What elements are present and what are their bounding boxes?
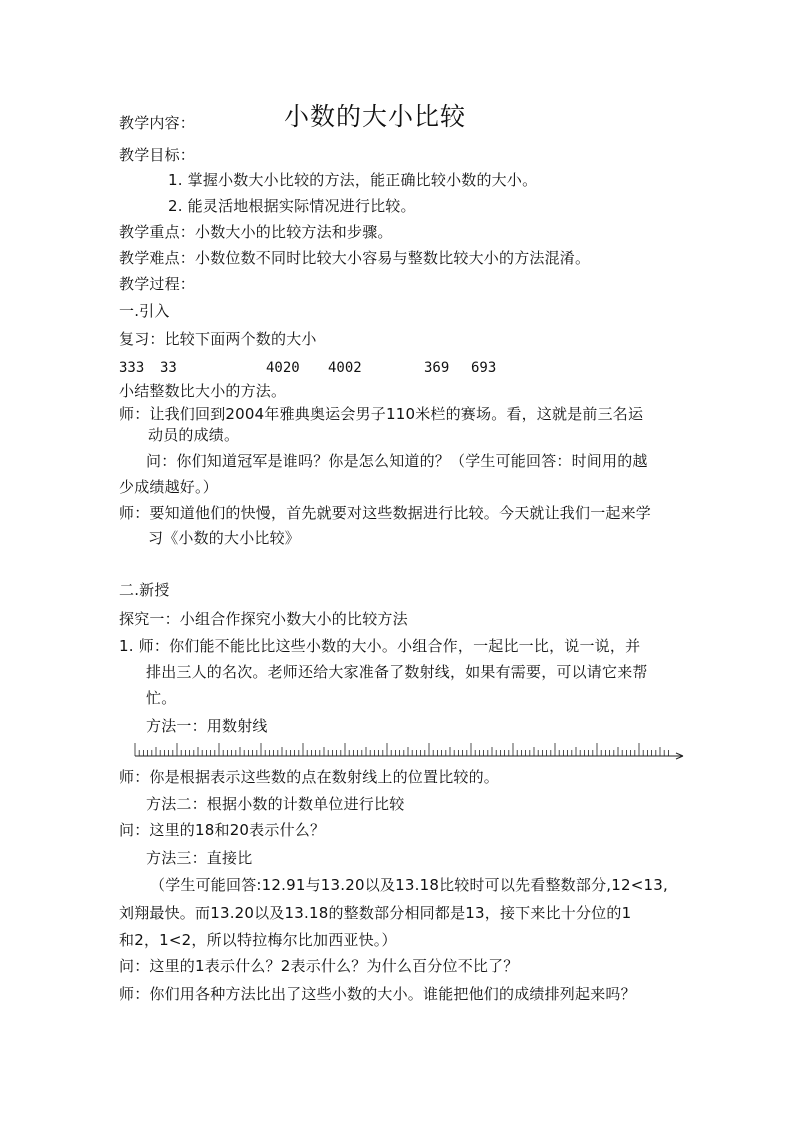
goal-item: 1. 掌握小数大小比较的方法，能正确比较小数的大小。	[168, 171, 538, 189]
answer-line: 刘翔最快。而13.20以及13.18的整数部分相同都是13，接下来比十分位的1	[119, 904, 632, 922]
page-title: 小数的大小比较	[284, 102, 467, 131]
teacher-line: 习《小数的大小比较》	[148, 529, 301, 547]
difficulty: 教学难点：小数位数不同时比较大小容易与整数比较大小的方法混淆。	[119, 249, 591, 267]
review-number: 333	[119, 360, 145, 376]
answer-line: 和2，1<2，所以特拉梅尔比加西亚快。）	[119, 931, 397, 949]
teacher-line: 动员的成绩。	[148, 426, 240, 444]
teacher-line: 师：要知道他们的快慢，首先就要对这些数据进行比较。今天就让我们一起来学	[119, 504, 652, 522]
teacher-line: 师：让我们回到2004年雅典奥运会男子110米栏的赛场。看，这就是前三名运	[119, 405, 644, 423]
question-line: 问：这里的18和20表示什么？	[119, 821, 326, 839]
question-line: 少成绩越好。）	[119, 478, 218, 496]
method-line: 方法一：用数射线	[146, 717, 268, 735]
step-line: 排出三人的名次。老师还给大家准备了数射线，如果有需要，可以请它来帮	[146, 663, 648, 681]
number-ray-svg	[131, 734, 691, 764]
method-line: 方法三：直接比	[146, 849, 253, 867]
question-line: 问：这里的1表示什么？2表示什么？为什么百分位不比了？	[119, 957, 519, 975]
process-label: 教学过程：	[119, 275, 196, 293]
section-heading: 二.新授	[119, 581, 170, 599]
question-line: 问：你们知道冠军是谁吗？你是怎么知道的？（学生可能回答：时间用的越	[146, 452, 648, 470]
content-label: 教学内容：	[119, 114, 196, 132]
key-point: 教学重点：小数大小的比较方法和步骤。	[119, 223, 393, 241]
teacher-line: 师：你们用各种方法比出了这些小数的大小。谁能把他们的成绩排列起来吗？	[119, 985, 636, 1003]
goal-item: 2. 能灵活地根据实际情况进行比较。	[168, 197, 416, 215]
review-number: 369	[424, 360, 450, 376]
review-number: 4002	[328, 360, 362, 376]
goals-label: 教学目标：	[119, 146, 196, 164]
answer-line: （学生可能回答:12.91与13.20以及13.18比较时可以先看整数部分,12<13,	[150, 876, 668, 894]
review-text: 复习：比较下面两个数的大小	[119, 330, 317, 348]
section-heading: 一.引入	[119, 302, 170, 320]
explore-text: 探究一：小组合作探究小数大小的比较方法	[119, 610, 408, 628]
step-line: 1. 师：你们能不能比比这些小数的大小。小组合作，一起比一比，说一说，并	[119, 637, 641, 655]
summary-text: 小结整数比大小的方法。	[119, 382, 287, 400]
review-number: 33	[160, 360, 177, 376]
method-line: 方法二：根据小数的计数单位进行比较	[146, 795, 405, 813]
review-number: 693	[471, 360, 497, 376]
review-number: 4020	[266, 360, 300, 376]
teacher-line: 师：你是根据表示这些数的点在数射线上的位置比较的。	[119, 768, 500, 786]
step-line: 忙。	[146, 689, 177, 707]
number-ray	[131, 734, 691, 764]
